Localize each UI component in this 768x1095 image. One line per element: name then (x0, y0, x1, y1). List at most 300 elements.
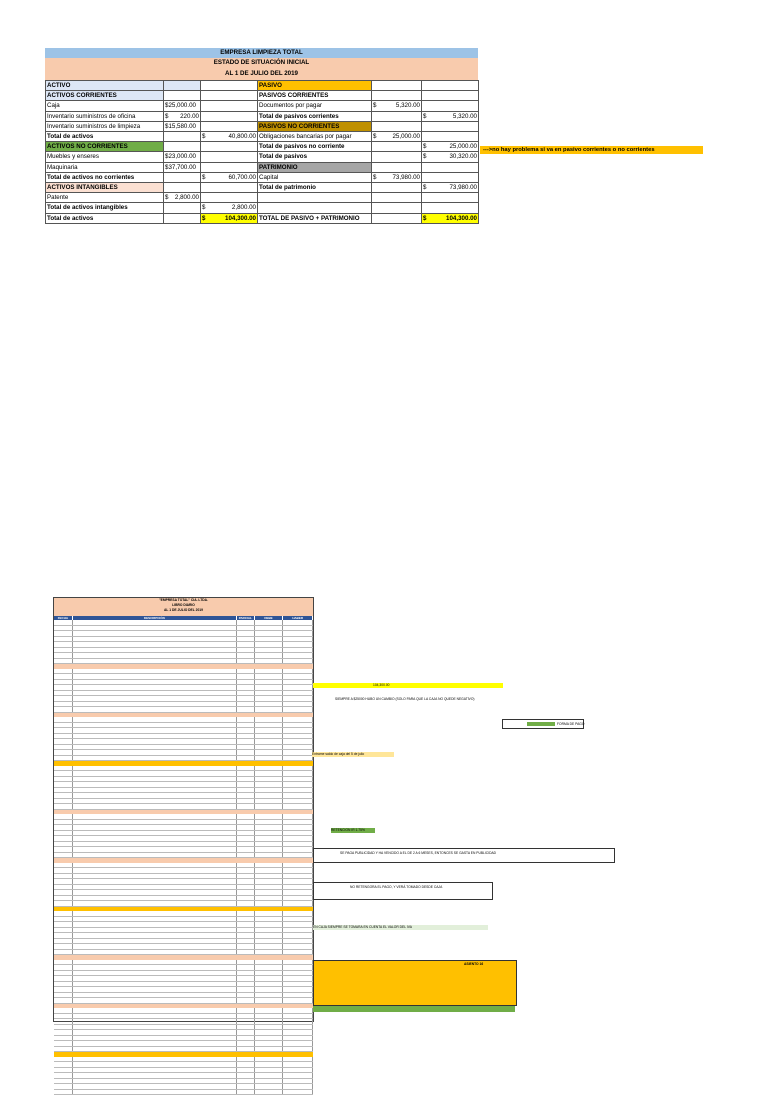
journal-cell (255, 1068, 284, 1073)
journal-cell (255, 842, 284, 847)
journal-cell (255, 745, 284, 750)
journal-cell (255, 874, 284, 879)
journal-cell (237, 1036, 255, 1041)
journal-sheet (53, 597, 314, 1022)
journal-cell (237, 901, 255, 906)
journal-cell (255, 1019, 284, 1024)
journal-cell (54, 782, 73, 787)
journal-cell (237, 987, 255, 992)
asiento-box: ASIENTO 16 (313, 960, 517, 1006)
journal-cell (283, 976, 313, 981)
journal-note-6: EN CAJA SIEMPRE SE TOMARA EN CUENTA EL VALOR DEL IVA (313, 925, 488, 930)
total-pasivos-label: Total de pasivos (258, 152, 372, 162)
journal-cell (54, 863, 73, 868)
journal-cell (73, 814, 237, 819)
journal-cell (283, 911, 313, 916)
journal-cell (73, 739, 237, 744)
journal-cell (283, 723, 313, 728)
journal-cell (73, 659, 237, 664)
journal-cell (255, 917, 284, 922)
journal-cell (54, 933, 73, 938)
journal-cell (237, 1079, 255, 1084)
journal-cell (237, 707, 255, 712)
journal-cell (283, 1041, 313, 1046)
journal-cell (283, 696, 313, 701)
journal-cell (283, 944, 313, 949)
total-patrimonio-value: 73,980.00 (449, 183, 477, 192)
journal-cell (255, 702, 284, 707)
journal-cell (237, 831, 255, 836)
journal-cell (54, 1014, 73, 1019)
journal-cell (54, 1030, 73, 1035)
total-pasivos-corrientes-label: Total de pasivos corrientes (258, 111, 372, 121)
journal-cell (237, 1030, 255, 1035)
journal-cell (73, 933, 237, 938)
journal-cell (255, 631, 284, 636)
journal-cell (237, 825, 255, 830)
journal-cell (54, 868, 73, 873)
journal-cell (283, 659, 313, 664)
journal-cell (73, 637, 237, 642)
total-pasivo-patrimonio-value: 104,300.00 (446, 214, 477, 223)
journal-cell (255, 739, 284, 744)
journal-cell (255, 642, 284, 647)
journal-cell (283, 1073, 313, 1078)
journal-cell (283, 626, 313, 631)
journal-cell (283, 739, 313, 744)
journal-cell (283, 901, 313, 906)
journal-cell (255, 1084, 284, 1089)
journal-cell (283, 1030, 313, 1035)
journal-cell (54, 885, 73, 890)
statement-date: AL 1 DE JULIO DEL 2019 (45, 69, 478, 80)
journal-cell (54, 728, 73, 733)
journal-cell (283, 874, 313, 879)
journal-cell (73, 825, 237, 830)
journal-cell (255, 680, 284, 685)
journal-cell (255, 890, 284, 895)
journal-title: "EMPRESA TOTAL" CIA. LTDA. (54, 598, 313, 603)
journal-cell (237, 1014, 255, 1019)
journal-cell (255, 868, 284, 873)
journal-cell (73, 745, 237, 750)
journal-cell (54, 1008, 73, 1013)
journal-cell (237, 691, 255, 696)
journal-cell (73, 820, 237, 825)
journal-cell (237, 814, 255, 819)
journal-cell (255, 1030, 284, 1035)
journal-cell (73, 793, 237, 798)
journal-cell (255, 1025, 284, 1030)
journal-cell (237, 756, 255, 761)
journal-cell (73, 885, 237, 890)
pasivos-no-corrientes-header: PASIVOS NO CORRIENTES (258, 121, 372, 131)
journal-cell (54, 939, 73, 944)
journal-cell (255, 620, 284, 625)
journal-cell (54, 702, 73, 707)
journal-cell (54, 950, 73, 955)
journal-cell (237, 804, 255, 809)
journal-cell (54, 1025, 73, 1030)
journal-cell (283, 707, 313, 712)
journal-cell (73, 804, 237, 809)
journal-cell (54, 836, 73, 841)
journal-cell (255, 750, 284, 755)
journal-cell (73, 717, 237, 722)
journal-cell (283, 1025, 313, 1030)
journal-cell (54, 922, 73, 927)
journal-cell (54, 685, 73, 690)
journal-cell (54, 896, 73, 901)
journal-cell (255, 771, 284, 776)
journal-cell (73, 723, 237, 728)
journal-cell (73, 842, 237, 847)
journal-cell (237, 685, 255, 690)
journal-cell (255, 814, 284, 819)
journal-cell (54, 620, 73, 625)
journal-cell (237, 674, 255, 679)
journal-cell (237, 874, 255, 879)
journal-cell (255, 933, 284, 938)
journal-cell (237, 1084, 255, 1089)
journal-cell (283, 620, 313, 625)
journal-cell (255, 896, 284, 901)
journal-cell (54, 1041, 73, 1046)
journal-cell (54, 1062, 73, 1067)
journal-cell (283, 777, 313, 782)
journal-cell (73, 680, 237, 685)
journal-cell (54, 1090, 73, 1095)
journal-cell (237, 1073, 255, 1078)
journal-cell (54, 976, 73, 981)
activos-intangibles-header: ACTIVOS INTANGIBLES (46, 183, 164, 193)
journal-cell (73, 642, 237, 647)
journal-cell (73, 1079, 237, 1084)
journal-cell (73, 1008, 237, 1013)
journal-cell (73, 998, 237, 1003)
journal-cell (255, 1057, 284, 1062)
journal-cell (54, 1057, 73, 1062)
journal-cell (73, 960, 237, 965)
journal-cell (54, 1068, 73, 1073)
journal-cell (283, 1090, 313, 1095)
journal-cell (237, 734, 255, 739)
journal-cell (73, 1025, 237, 1030)
journal-cell (237, 626, 255, 631)
balance-table: ACTIVO PASIVO ACTIVOS CORRIENTES PASIVOS CORRIENTES Caja $25,000.00 Documentos por pagar $ 5,320.00 Inventario suministros de oficina $ 220.00 Total de pasivos corrientes $ 5,320.00 Inventario suministros de limpieza $15,580.00 PASIVOS NO CORRIENTES Total de activos $ 40,800.00 Obligaciones bancarias por pagar $ 25,000.00 ACTIVOS NO CORRIENTES Total de pasivos no corriente $ 25,000.00 Muebles y enseres $23,000.00 Total de pasivos $ 30,320.00 Maquinaria $37,700.00 PATRIMONIO Total de activos no corrientes $ 60,700.00 Capital $ 73,980.00 ACTIVOS INTANGIBLES Total de patrimonio $ 73,980.00 Patente $ 2,800.00 Total de activos intangibles $ 2,800.00 Total de activos $ 104,300.00 TOTAL DE PASIVO + PATRIMONIO $ 104,300.00 (45, 80, 479, 224)
journal-cell (54, 659, 73, 664)
journal-cell (54, 777, 73, 782)
journal-cell (255, 717, 284, 722)
journal-cell (283, 702, 313, 707)
journal-cell (255, 831, 284, 836)
journal-cell (54, 653, 73, 658)
journal-cell (237, 1019, 255, 1024)
journal-cell (283, 1036, 313, 1041)
journal-cell (237, 771, 255, 776)
journal-cell (283, 868, 313, 873)
journal-cell (255, 976, 284, 981)
journal-cell (283, 1079, 313, 1084)
journal-cell (237, 896, 255, 901)
journal-cell (255, 950, 284, 955)
journal-cell (73, 1036, 237, 1041)
journal-cell (237, 971, 255, 976)
journal-cell (283, 653, 313, 658)
journal-cell (237, 648, 255, 653)
journal-cell (283, 922, 313, 927)
company-title: EMPRESA LIMPIEZA TOTAL (45, 48, 478, 58)
journal-cell (283, 928, 313, 933)
journal-cell (255, 674, 284, 679)
journal-cell (237, 1008, 255, 1013)
journal-cell (237, 728, 255, 733)
journal-cell (283, 965, 313, 970)
journal-cell (73, 799, 237, 804)
journal-cell (255, 993, 284, 998)
patente-value: 2,800.00 (175, 193, 199, 202)
journal-cell (54, 944, 73, 949)
journal-cell (283, 1068, 313, 1073)
journal-cell (73, 853, 237, 858)
journal-cell (54, 874, 73, 879)
journal-cell (73, 1047, 237, 1052)
total-pasivos-no-corriente-label: Total de pasivos no corriente (258, 142, 372, 152)
journal-cell (73, 669, 237, 674)
journal-cell (237, 982, 255, 987)
capital-value: 73,980.00 (392, 173, 420, 182)
journal-cell (237, 939, 255, 944)
journal-note-4-box: SE PAGA PUBLICIDAD Y HA VENCIDO A EL DE 2 A 6 MESES, ENTONCES SE GASTA EN PUBLICIDAD (313, 848, 615, 863)
journal-cell (255, 788, 284, 793)
journal-cell (73, 993, 237, 998)
maquinaria-value: $37,700.00 (164, 162, 201, 172)
journal-cell (283, 680, 313, 685)
journal-cell (54, 723, 73, 728)
journal-cell (73, 696, 237, 701)
journal-cell (54, 691, 73, 696)
journal-cell (283, 987, 313, 992)
journal-cell (255, 669, 284, 674)
journal-cell (54, 771, 73, 776)
journal-cell (255, 1047, 284, 1052)
journal-cell (283, 674, 313, 679)
journal-cell (255, 728, 284, 733)
journal-cell (283, 879, 313, 884)
journal-cell (283, 1057, 313, 1062)
journal-cell (283, 799, 313, 804)
journal-cell (283, 691, 313, 696)
journal-cell (237, 1025, 255, 1030)
journal-cell (283, 896, 313, 901)
journal-cell (73, 939, 237, 944)
journal-cell (54, 642, 73, 647)
journal-cell (73, 707, 237, 712)
journal-cell (237, 842, 255, 847)
journal-cell (255, 734, 284, 739)
journal-cell (237, 944, 255, 949)
capital-label: Capital (258, 172, 372, 182)
journal-cell (255, 1073, 284, 1078)
journal-cell (237, 659, 255, 664)
journal-cell (255, 998, 284, 1003)
journal-cell (73, 766, 237, 771)
journal-cell (255, 1062, 284, 1067)
journal-cell (54, 626, 73, 631)
journal-cell (255, 922, 284, 927)
journal-cell (255, 1008, 284, 1013)
journal-cell (255, 648, 284, 653)
journal-cell (255, 982, 284, 987)
journal-cell (255, 885, 284, 890)
journal-cell (73, 782, 237, 787)
journal-cell (73, 691, 237, 696)
journal-cell (237, 911, 255, 916)
journal-cell (283, 788, 313, 793)
muebles-label: Muebles y enseres (46, 152, 164, 162)
journal-date: AL 1 DE JULIO DEL 2019 (54, 608, 313, 613)
statement-title: ESTADO DE SITUACIÓN INICIAL (45, 58, 478, 69)
documentos-label: Documentos por pagar (258, 101, 372, 111)
journal-cell (54, 799, 73, 804)
journal-cell (73, 674, 237, 679)
journal-note-1: SIEMPRE A $25000 HUBO UN CAMBIO (SOLO PARA QUE LA CAJA NO QUEDE NEGATIVO) (335, 697, 475, 701)
journal-cell (283, 734, 313, 739)
journal-cell (54, 917, 73, 922)
inv-limpieza-value: $15,580.00 (164, 121, 201, 131)
journal-cell (54, 825, 73, 830)
journal-cell (54, 788, 73, 793)
journal-cell (255, 863, 284, 868)
total-pasivos-corrientes-value: 5,320.00 (453, 112, 477, 121)
journal-cell (54, 847, 73, 852)
journal-cell (73, 777, 237, 782)
journal-cell (237, 1090, 255, 1095)
journal-cell (54, 766, 73, 771)
journal-cell (255, 799, 284, 804)
classification-note: --->no hay problema si va en pasivo corrientes o no corrientes (480, 146, 703, 154)
journal-cell (73, 982, 237, 987)
journal-cell (54, 669, 73, 674)
journal-cell (255, 1014, 284, 1019)
journal-cell (283, 960, 313, 965)
activos-no-corrientes-header: ACTIVOS NO CORRIENTES (46, 142, 164, 152)
journal-cell (54, 648, 73, 653)
journal-cell (283, 933, 313, 938)
patente-label: Patente (46, 193, 164, 203)
journal-cell (255, 911, 284, 916)
journal-cell (255, 853, 284, 858)
journal-cell (283, 1084, 313, 1089)
journal-cell (255, 825, 284, 830)
journal-bottom-bar (313, 1006, 515, 1012)
journal-cell (54, 901, 73, 906)
journal-cell (54, 696, 73, 701)
journal-cell (54, 982, 73, 987)
journal-cell (283, 939, 313, 944)
journal-cell (237, 847, 255, 852)
journal-cell (73, 831, 237, 836)
journal-cell (54, 971, 73, 976)
journal-cell (283, 950, 313, 955)
journal-cell (255, 939, 284, 944)
journal-cell (73, 631, 237, 636)
journal-cell (255, 793, 284, 798)
journal-cell (237, 653, 255, 658)
journal-cell (54, 993, 73, 998)
journal-cell (54, 793, 73, 798)
journal-cell (237, 890, 255, 895)
journal-cell (283, 766, 313, 771)
journal-cell (237, 879, 255, 884)
journal-cell (73, 702, 237, 707)
journal-cell (283, 728, 313, 733)
journal-cell (237, 933, 255, 938)
journal-cell (73, 928, 237, 933)
journal-cell (73, 750, 237, 755)
journal-cell (73, 922, 237, 927)
journal-cell (255, 653, 284, 658)
total-pasivo-patrimonio-label: TOTAL DE PASIVO + PATRIMONIO (258, 213, 372, 223)
journal-cell (283, 1008, 313, 1013)
forma-pago-box: FORMA DE PAGO (502, 719, 584, 729)
journal-cell (73, 911, 237, 916)
journal-cell (73, 734, 237, 739)
journal-cell (73, 1030, 237, 1035)
journal-cell (73, 950, 237, 955)
journal-cell (255, 766, 284, 771)
journal-cell (237, 637, 255, 642)
journal-cell (255, 685, 284, 690)
journal-cell (73, 987, 237, 992)
journal-cell (255, 691, 284, 696)
journal-cell (283, 993, 313, 998)
journal-cell (73, 965, 237, 970)
journal-cell (283, 669, 313, 674)
journal-cell (255, 836, 284, 841)
journal-cell (283, 917, 313, 922)
journal-cell (237, 723, 255, 728)
journal-cell (255, 847, 284, 852)
journal-cell (255, 1090, 284, 1095)
journal-cell (73, 890, 237, 895)
journal-cell (73, 1084, 237, 1089)
journal-cell (283, 793, 313, 798)
journal-cell (237, 1057, 255, 1062)
journal-cell (73, 868, 237, 873)
journal-cell (283, 642, 313, 647)
pasivo-header: PASIVO (258, 81, 372, 91)
patrimonio-header: PATRIMONIO (258, 162, 372, 172)
journal-cell (54, 890, 73, 895)
journal-cell (73, 1019, 237, 1024)
journal-cell (73, 863, 237, 868)
journal-cell (73, 1041, 237, 1046)
journal-cell (283, 750, 313, 755)
journal-header (54, 598, 313, 616)
journal-cell (54, 680, 73, 685)
journal-cell (73, 1068, 237, 1073)
journal-cell (73, 879, 237, 884)
journal-note-2: Entrame saldo de caja del 5 de julio (312, 752, 394, 757)
journal-note-5-box: NO RETENGORA EL PAGO, Y VERÁ TOMADO DESDE CAJA (313, 882, 493, 900)
journal-cell (237, 976, 255, 981)
caja-value: $25,000.00 (164, 101, 201, 111)
journal-cell (237, 885, 255, 890)
journal-cell (283, 847, 313, 852)
total-patrimonio-label: Total de patrimonio (258, 183, 372, 193)
journal-cell (255, 626, 284, 631)
